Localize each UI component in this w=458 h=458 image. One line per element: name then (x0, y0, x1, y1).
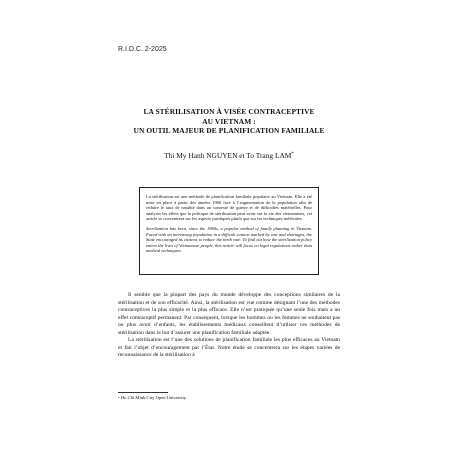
title-line-2: AU VIETNAM : (202, 116, 256, 126)
title-line-3: UN OUTIL MAJEUR DE PLANIFICATION FAMILIALE (133, 126, 325, 136)
footnote-mark: * (118, 396, 120, 400)
journal-reference: R.I.D.C. 2-2025 (118, 46, 167, 53)
abstract-french: La stérilisation est une méthode de planification familiale populaire au Vietnam. Elle a été mise en place à partir des années 1960 face à l’augmentation de la population afin de réduire le taux de natalité dans un contexte de guerre et de difficultés matérielles. Pour analyser les effets que la politique de stérilisation peut avoir sur la vie des vietnamiens, cet article se concentrera sur les aspects juridiques plutôt que sur les techniques médicales. (146, 194, 312, 222)
authors-line (118, 151, 340, 161)
abstract-english: Sterilization has been, since the 1960s, a popular method of family planning in Vietnam. Faced with an increasing population in a difficult context marked by war and shortages, the State encouraged its citizens to reduce the birth rate. To find out how the sterilization policy enters the lives of Vietnamese people, this article will focus on legal regulations rather than medical techniques. (146, 225, 312, 254)
footnote-separator (118, 392, 168, 393)
article-title (118, 107, 340, 136)
author-names: Thi My Hanh NGUYEN et To Trang LAM (164, 151, 292, 160)
body-paragraph-2: La stérilisation est l’une des solutions de planification familiale les plus efficaces au Vietnam et fait l’objet d’encouragement par l’État. Notre étude se concentrera sur les étapes variées de reconnaissance de la stérilisation à (118, 337, 340, 359)
footnote (118, 395, 187, 401)
footnote-text: Ho Chi Minh City Open University. (120, 395, 187, 400)
body-paragraph-1: Il semble que la plupart des pays du monde développe des conceptions similaires de la stérilisation et de son efficacité. Ainsi, la stérilisation est vue comme désignant l’une des méthodes contraceptives la plus simple et la plus efficace. Elle n’est pratiquée qu’une seule fois mais a un effet contraceptif permanent. Par conséquent, lorsque les hommes ou les femmes ne souhaitent pas ou plus avoir d’enfants, les établissements médicaux conseillent d’utiliser ces méthodes de stérilisation dans le but d’assurer une planification familiale adaptée. (118, 292, 340, 336)
body-text (118, 292, 340, 360)
author-footnote-mark: * (291, 152, 294, 157)
abstract-box (139, 187, 319, 275)
title-line-1: LA STÉRILISATION À VISÉE CONTRACEPTIVE (143, 107, 315, 116)
